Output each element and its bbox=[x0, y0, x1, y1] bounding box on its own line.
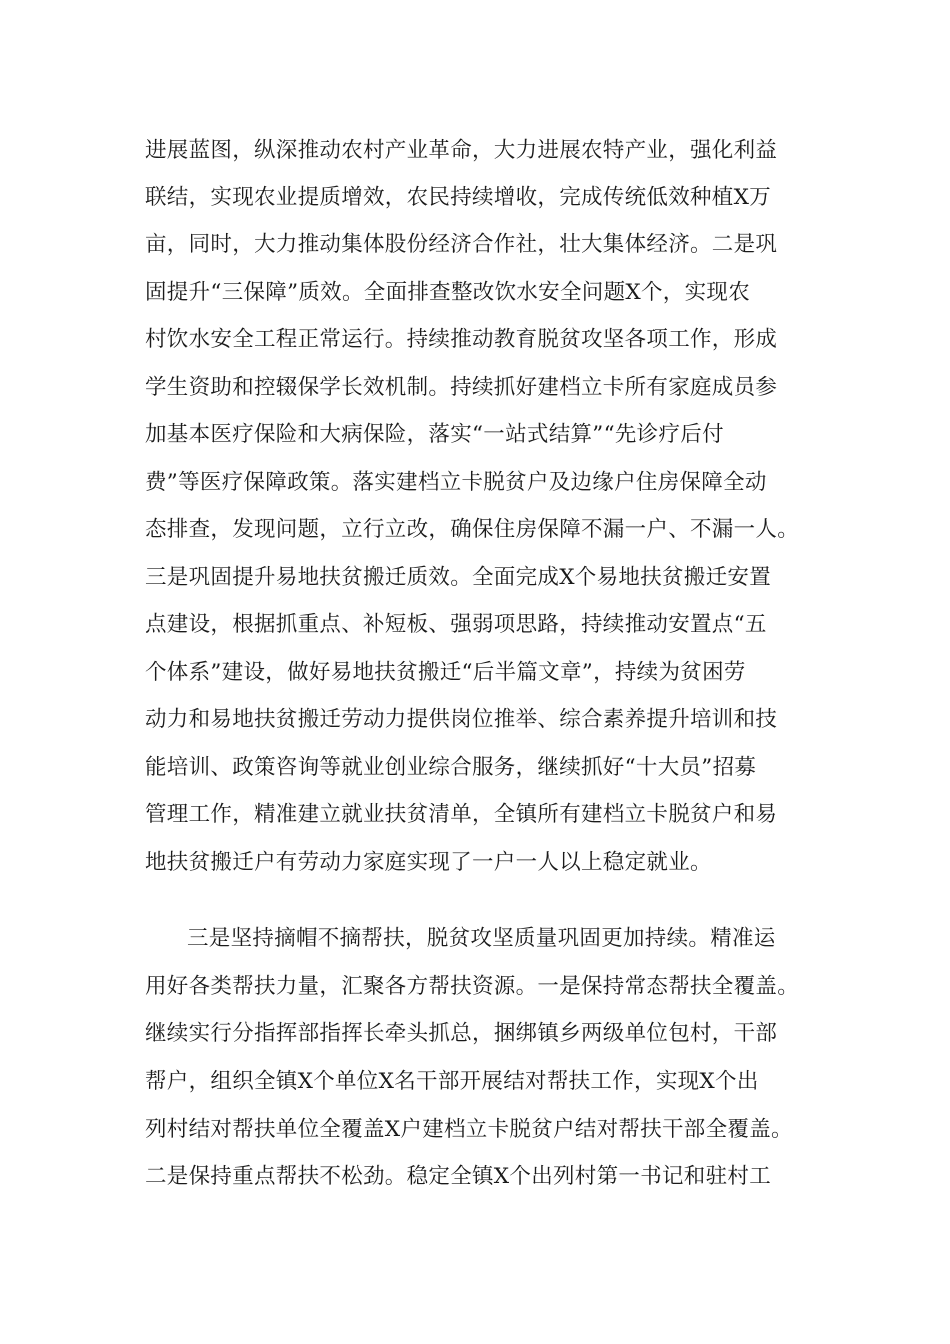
text-line: 二是保持重点帮扶不松劲。稳定全镇X个出列村第一书记和驻村工 bbox=[145, 1164, 772, 1189]
text-line: 进展蓝图，纵深推动农村产业革命，大力进展农特产业，强化利益 bbox=[145, 138, 778, 163]
text-line: 地扶贫搬迁户有劳动力家庭实现了一户一人以上稳定就业。 bbox=[145, 850, 712, 875]
text-line: 加基本医疗保险和大病保险，落实“一站式结算”“先诊疗后付 bbox=[145, 422, 724, 447]
text-line: 能培训、政策咨询等就业创业综合服务，继续抓好“十大员”招募 bbox=[145, 755, 757, 780]
text-line: 动力和易地扶贫搬迁劳动力提供岗位推举、综合素养提升培训和技 bbox=[145, 707, 778, 732]
text-line: 态排查，发现问题，立行立改，确保住房保障不漏一户、不漏一人。 bbox=[145, 517, 800, 542]
text-line: 列村结对帮扶单位全覆盖X户建档立卡脱贫户结对帮扶干部全覆盖。 bbox=[145, 1117, 793, 1142]
text-line: 固提升“三保障”质效。全面排查整改饮水安全问题X个，实现农 bbox=[145, 280, 750, 305]
text-line: 点建设，根据抓重点、补短板、强弱项思路，持续推动安置点“五 bbox=[145, 612, 767, 637]
text-line: 管理工作，精准建立就业扶贫清单，全镇所有建档立卡脱贫户和易 bbox=[145, 802, 778, 827]
paragraph-first-line: 三是坚持摘帽不摘帮扶，脱贫攻坚质量巩固更加持续。精准运 bbox=[187, 926, 776, 951]
text-line: 亩，同时，大力推动集体股份经济合作社，壮大集体经济。二是巩 bbox=[145, 232, 778, 257]
text-line: 学生资助和控辍保学长效机制。持续抓好建档立卡所有家庭成员参 bbox=[145, 375, 778, 400]
text-line: 费”等医疗保障政策。落实建档立卡脱贫户及边缘户住房保障全动 bbox=[145, 470, 767, 495]
text-line: 继续实行分指挥部指挥长牵头抓总，捆绑镇乡两级单位包村，干部 bbox=[145, 1021, 778, 1046]
text-line: 个体系”建设，做好易地扶贫搬迁“后半篇文章”，持续为贫困劳 bbox=[145, 660, 746, 685]
text-line: 村饮水安全工程正常运行。持续推动教育脱贫攻坚各项工作，形成 bbox=[145, 327, 778, 352]
text-line: 帮户，组织全镇X个单位X名干部开展结对帮扶工作，实现X个出 bbox=[145, 1069, 759, 1094]
text-line: 联结，实现农业提质增效，农民持续增收，完成传统低效种植X万 bbox=[145, 185, 772, 210]
text-line: 用好各类帮扶力量，汇聚各方帮扶资源。一是保持常态帮扶全覆盖。 bbox=[145, 974, 800, 999]
text-line: 三是巩固提升易地扶贫搬迁质效。全面完成X个易地扶贫搬迁安置 bbox=[145, 565, 772, 590]
